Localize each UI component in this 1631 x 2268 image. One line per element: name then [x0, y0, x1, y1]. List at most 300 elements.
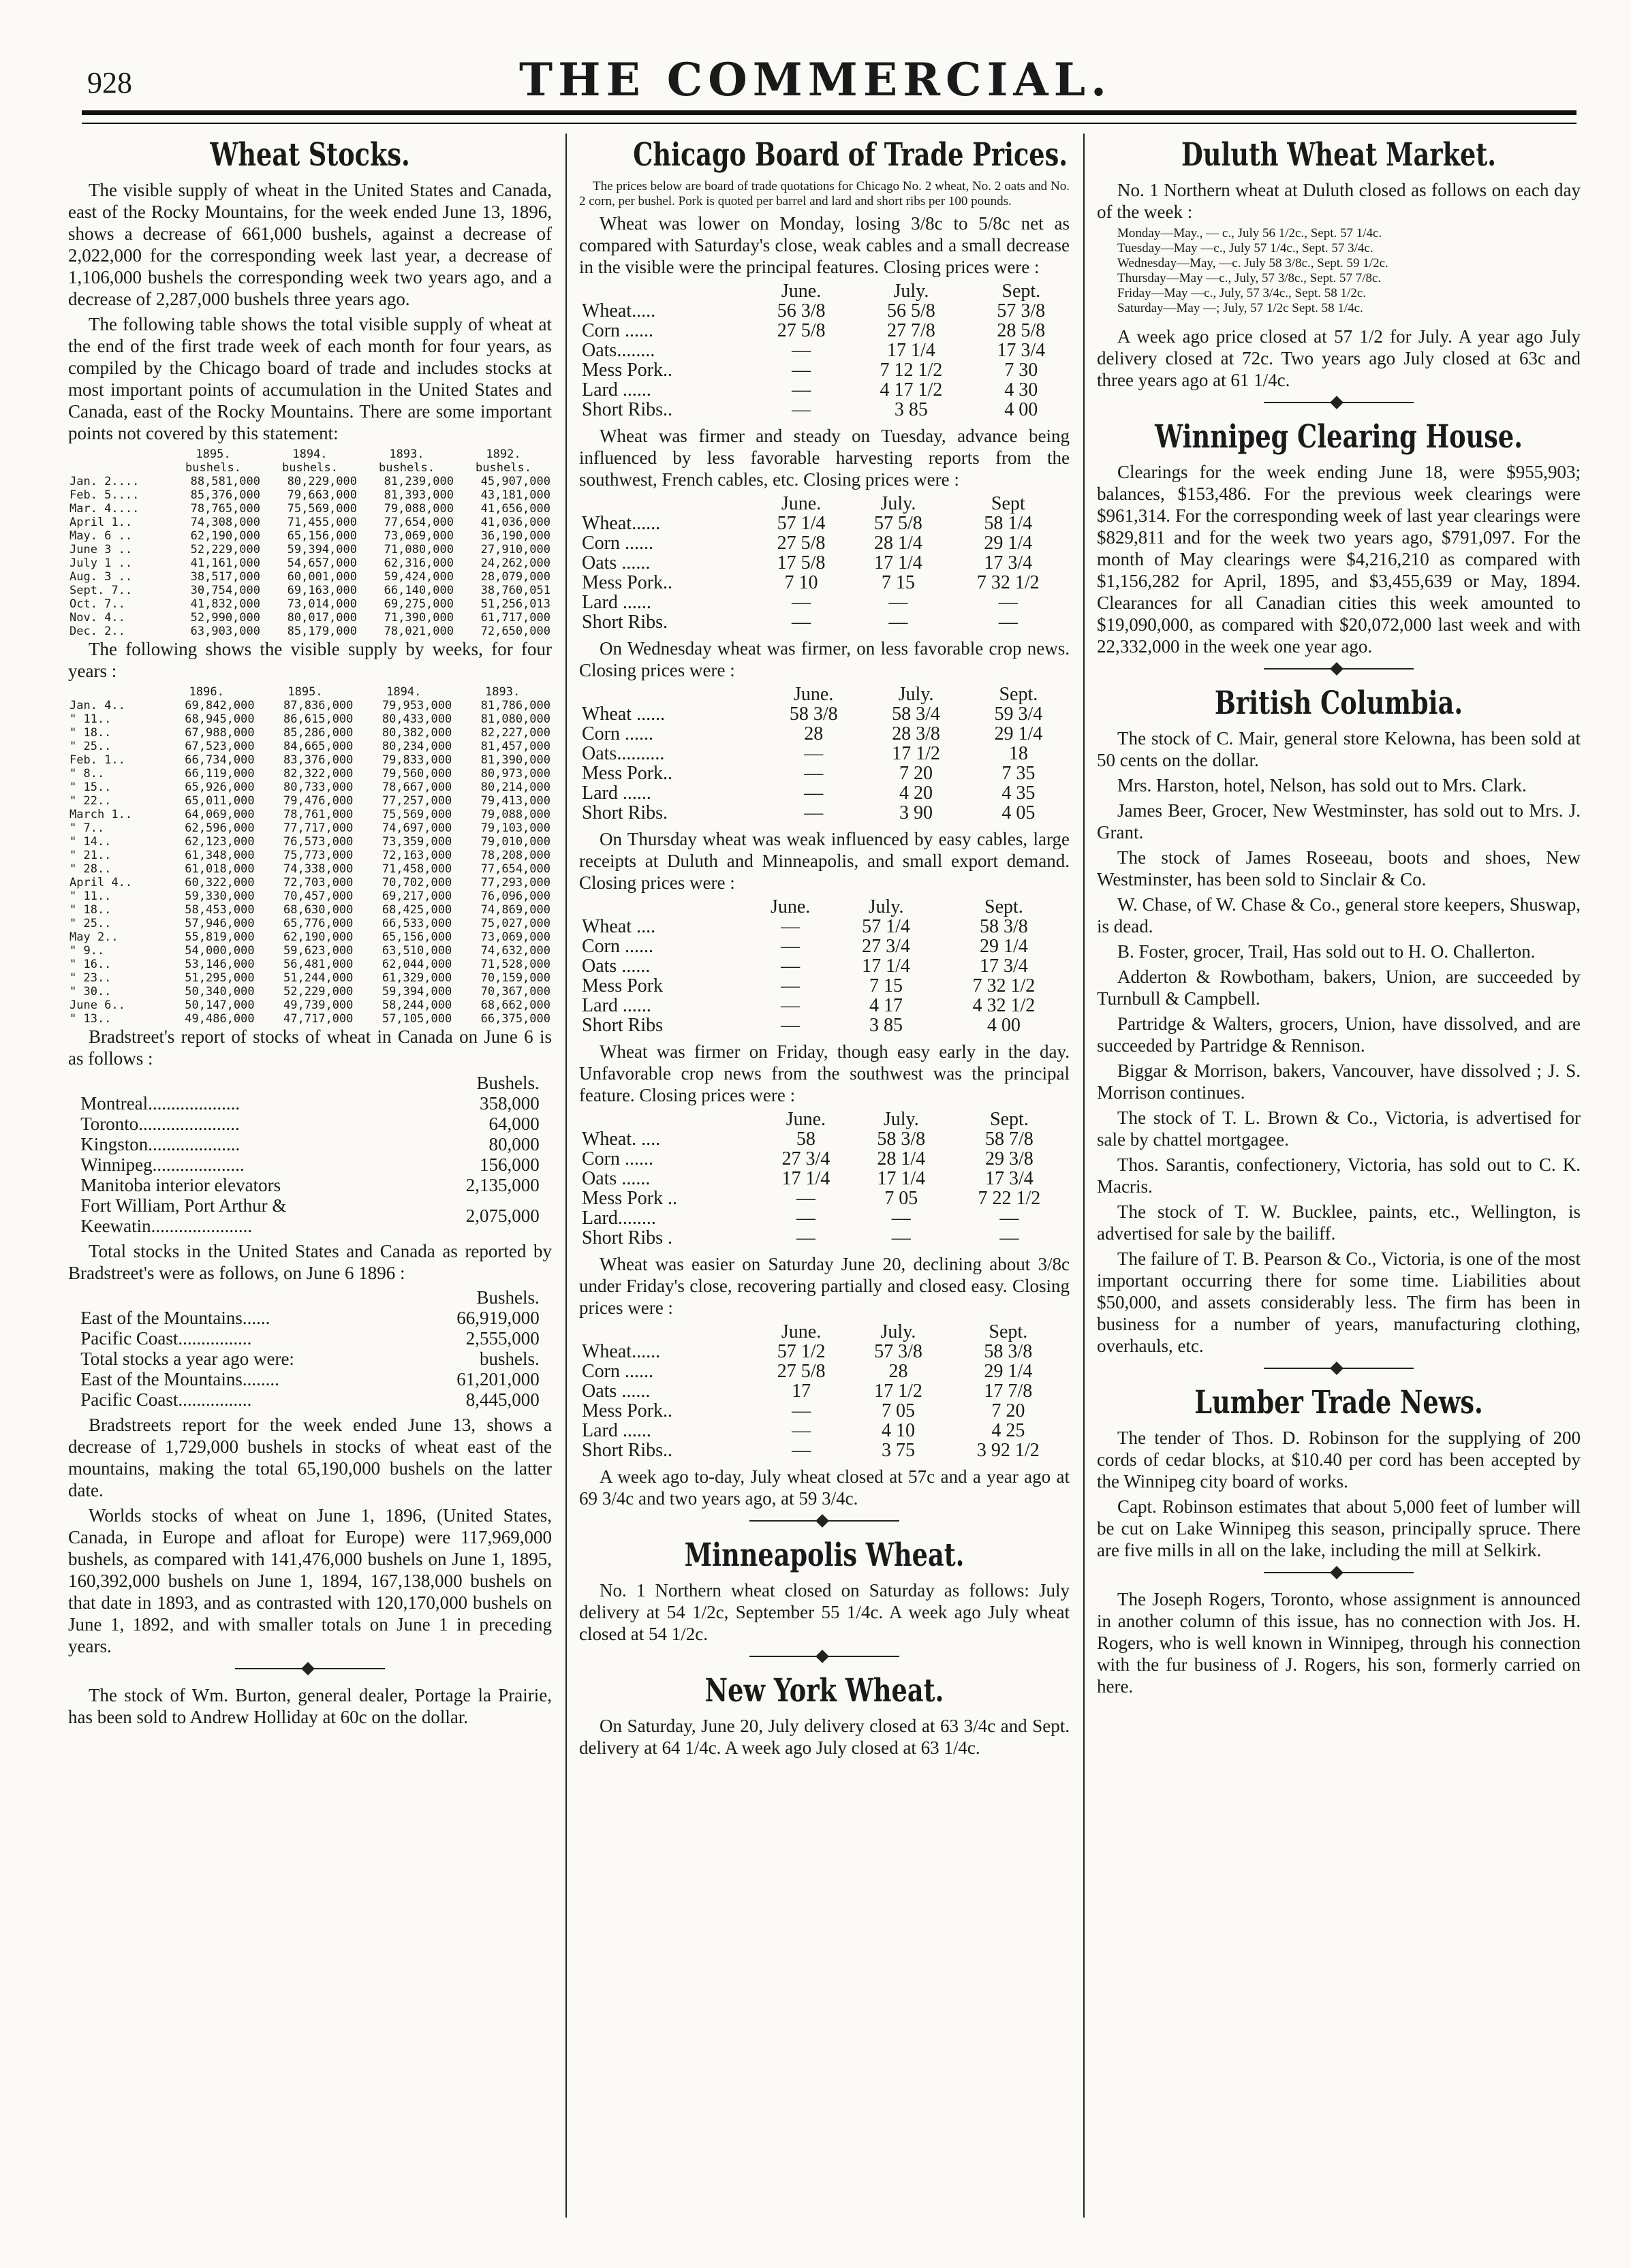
price-col-header: June.: [770, 896, 811, 917]
row-value: 4 25: [991, 1420, 1025, 1441]
row-value: 69,217,000: [382, 889, 452, 903]
bushels-header: Bushels.: [476, 1073, 540, 1093]
row-label: East of the Mountains......: [80, 1308, 270, 1328]
bushels-header: Bushels.: [476, 1287, 540, 1308]
row-value: —: [891, 1208, 911, 1229]
row-value: 7 30: [1004, 360, 1038, 381]
row-value: 62,190,000: [190, 529, 260, 543]
winnipeg-text: Clearings for the week ending June 18, were $955,903; balances, $153,486. For the previous week clearings were $961,314. For the corresponding week of last year clearings were $829,811 and for the week two years ago, $791,097. For the month of May clearings were $4,216,210 as compared with $1,156,282 for April, 1895, and $3,455,639 or May, 1894. Clearances for all Canadian cities this week amounted to $19,090,000, as compared with $20,072,000 last week and with 22,332,000 in the week one year ago.: [1097, 462, 1581, 657]
row-label: " 11..: [69, 712, 112, 726]
wheat-stocks-p4: Bradstreet's report of stocks of wheat in Canada on June 6 is as follows :: [68, 1026, 552, 1069]
table-row: [68, 488, 552, 502]
row-value: —: [781, 936, 801, 957]
row-value: 54,000,000: [185, 944, 255, 958]
row-value: 72,163,000: [382, 849, 452, 862]
monthly-supply-table: [68, 447, 552, 638]
row-value: 84,665,000: [283, 740, 354, 753]
row-value: 56 5/8: [887, 300, 935, 321]
row-value: 79,953,000: [382, 699, 452, 712]
weekly-table-body: [68, 699, 552, 1026]
row-label: Toronto......................: [80, 1114, 240, 1134]
row-label: Jan. 4..: [69, 699, 125, 712]
price-row: [579, 763, 1070, 783]
row-value: 80,017,000: [287, 611, 357, 625]
row-value: 63,510,000: [382, 944, 452, 958]
chicago-closing: A week ago to-day, July wheat closed at 57c and a year ago at 69 3/4c and two years ago, at 59 3/4c.: [579, 1466, 1070, 1509]
row-label: July 1 ..: [69, 556, 133, 570]
row-label: Aug. 3 ..: [69, 570, 133, 584]
saturday-prices-table: [579, 1322, 1070, 1460]
price-row: [579, 1169, 1070, 1188]
row-value: —: [796, 1188, 816, 1209]
canada-stocks-table: [78, 1073, 542, 1236]
price-row: [579, 783, 1070, 803]
row-value: 79,103,000: [480, 821, 550, 835]
row-value: 58,453,000: [185, 903, 255, 917]
row-label: Nov. 4..: [69, 611, 125, 625]
row-value: 51,244,000: [283, 971, 354, 985]
section-separator: [1264, 668, 1414, 672]
row-label: Fort William, Port Arthur & Keewatin......................: [80, 1195, 287, 1236]
table-row: [68, 985, 552, 998]
price-row: [579, 1208, 1070, 1228]
row-value: —: [792, 1440, 811, 1461]
row-label: April 4..: [69, 876, 133, 889]
row-value: 82,227,000: [480, 726, 550, 740]
table-row: [78, 1389, 542, 1410]
table-row: [68, 584, 552, 597]
list-item: Monday—May., — c., July 56 1/2c., Sept. 57 1/4c.: [1117, 226, 1382, 240]
row-value: 7 20: [899, 763, 933, 784]
table-row: [78, 1175, 542, 1195]
row-value: —: [888, 612, 908, 633]
section-separator: [749, 1520, 899, 1524]
row-label: Wheat ....: [582, 916, 656, 937]
row-value: 71,455,000: [287, 516, 357, 529]
row-value: —: [781, 975, 801, 996]
row-value: 4 10: [881, 1420, 915, 1441]
table-row: [68, 726, 552, 740]
price-row: [579, 1401, 1070, 1421]
table-row: [68, 570, 552, 584]
row-value: 57 1/4: [777, 513, 826, 534]
chicago-saturday: Wheat was easier on Saturday June 20, declining about 3/8c under Friday's close, recovering partially and closed easy. Closing prices were :: [579, 1254, 1070, 1318]
row-label: Lard........: [582, 1208, 656, 1229]
price-row: [579, 936, 1070, 956]
row-value: 69,163,000: [287, 584, 357, 597]
tuesday-prices-table: [579, 494, 1070, 632]
bc-notice: The failure of T. B. Pearson & Co., Victoria, is one of the most important occurring there for some time. Liabilities about $50,000, and assets considerably less. The firm has been in business for a number of years, manufacturing clothing, overhauls, etc.: [1097, 1248, 1581, 1356]
row-label: Short Ribs.: [582, 802, 668, 823]
row-value: 59,330,000: [185, 889, 255, 903]
row-label: Oats ......: [582, 956, 651, 977]
year-col: 1892.: [486, 447, 521, 461]
unit-col: bushels.: [379, 461, 435, 475]
price-row: [579, 917, 1070, 936]
row-value: —: [804, 783, 824, 804]
table-row: [68, 903, 552, 917]
monday-prices-table: [579, 281, 1070, 420]
row-value: 36,190,000: [480, 529, 550, 543]
row-label: " 25..: [69, 917, 112, 930]
minneapolis-heading: Minneapolis Wheat.: [684, 1537, 965, 1574]
row-value: 17 3/4: [997, 340, 1046, 361]
row-value: 80,433,000: [382, 712, 452, 726]
row-label: Pacific Coast................: [80, 1328, 252, 1349]
row-value: 7 15: [881, 572, 915, 593]
row-value: —: [888, 592, 908, 613]
table-row: [68, 516, 552, 529]
section-separator: [1264, 402, 1414, 406]
row-value: 62,190,000: [283, 930, 354, 944]
table-row: [68, 958, 552, 971]
bc-notice: The stock of James Roseeau, boots and shoes, New Westminster, has been sold to Sinclair & Co.: [1097, 847, 1581, 889]
row-label: Short Ribs .: [582, 1227, 673, 1248]
bc-notice: W. Chase, of W. Chase & Co., general store keepers, Shuswap, is dead.: [1097, 894, 1581, 936]
price-col-header: June.: [781, 493, 822, 514]
table-row: [68, 971, 552, 985]
row-label: " 15..: [69, 781, 112, 794]
chicago-friday: Wheat was firmer on Friday, though easy early in the day. Unfavorable crop news from the southwest was the principal feature. Closing prices were :: [579, 1041, 1070, 1105]
row-value: 79,413,000: [480, 794, 550, 808]
row-value: 51,256,013: [480, 597, 550, 611]
newyork-heading: New York Wheat.: [704, 1672, 944, 1710]
row-label: Corn ......: [582, 1148, 653, 1169]
row-label: Manitoba interior elevators: [80, 1175, 281, 1195]
row-value: 17 1/4: [781, 1168, 830, 1189]
table-row: [78, 1093, 542, 1114]
weekly-supply-table: [68, 685, 552, 1026]
row-value: 62,596,000: [185, 821, 255, 835]
table-row: [68, 808, 552, 821]
row-value: 64,000: [488, 1114, 540, 1134]
row-value: 17 7/8: [984, 1381, 1033, 1402]
row-value: 57 3/8: [997, 300, 1046, 321]
row-value: —: [998, 612, 1018, 633]
row-value: 28: [888, 1361, 908, 1382]
newyork-text: On Saturday, June 20, July delivery closed at 63 3/4c and Sept. delivery at 64 1/4c. A week ago July closed at 63 1/4c.: [579, 1716, 1070, 1758]
price-col-header: June.: [786, 1109, 826, 1130]
row-value: 80,229,000: [287, 475, 357, 488]
price-col-header: July.: [893, 281, 929, 302]
row-label: " 13..: [69, 1012, 112, 1026]
row-value: 73,069,000: [480, 930, 550, 944]
duluth-p2: A week ago price closed at 57 1/2 for July. A year ago July delivery closed at 72c. Two years ago July closed at 63c and three years ago at 61 1/4c.: [1097, 326, 1581, 390]
row-value: 28 5/8: [997, 320, 1046, 341]
row-value: 73,359,000: [382, 835, 452, 849]
year-col: 1894.: [386, 685, 422, 699]
price-row: [579, 724, 1070, 744]
section-separator: [1264, 1572, 1414, 1576]
row-value: —: [781, 1015, 801, 1036]
row-value: 72,703,000: [283, 876, 354, 889]
row-value: 74,632,000: [480, 944, 550, 958]
table-row: [68, 556, 552, 570]
price-col-header: July.: [880, 1321, 916, 1342]
lumber-p3: The Joseph Rogers, Toronto, whose assignment is announced in another column of this issue, has no connection with Jos. H. Rogers, who is well known in Winnipeg, through his connection with the fur business of J. Rogers, his son, formerly carried on here.: [1097, 1589, 1581, 1697]
row-value: 81,390,000: [480, 753, 550, 767]
row-value: 66,734,000: [185, 753, 255, 767]
row-value: 27 3/4: [781, 1148, 830, 1169]
bc-notice: Thos. Sarantis, confectionery, Victoria, has sold out to C. K. Macris.: [1097, 1154, 1581, 1197]
row-label: May 2..: [69, 930, 119, 944]
row-value: 52,990,000: [190, 611, 260, 625]
row-value: 54,657,000: [287, 556, 357, 570]
price-row: [579, 360, 1070, 380]
price-row: [579, 1228, 1070, 1248]
row-value: 57 5/8: [874, 513, 922, 534]
row-value: 70,702,000: [382, 876, 452, 889]
price-row: [579, 976, 1070, 996]
row-value: 74,308,000: [190, 516, 260, 529]
price-row: [579, 341, 1070, 360]
table-row: [68, 781, 552, 794]
bc-notice: Adderton & Rowbotham, bakers, Union, are succeeded by Turnbull & Campbell.: [1097, 966, 1581, 1009]
row-label: March 1..: [69, 808, 133, 821]
lumber-p2: Capt. Robinson estimates that about 5,000 feet of lumber will be cut on Lake Winnipeg this season, principally spruce. There are five mills in all on the lake, including the mill at Selkirk.: [1097, 1496, 1581, 1560]
row-label: Wheat......: [582, 513, 661, 534]
row-label: Corn ......: [582, 1361, 653, 1382]
row-value: 80,382,000: [382, 726, 452, 740]
row-value: 2,135,000: [465, 1175, 540, 1195]
wheat-stocks-p7: Worlds stocks of wheat on June 1, 1896, (United States, Canada, in Europe and afloat for Europe) were 117,969,000 bushels, as compared with 141,476,000 bushels on June 1, 1895, 160,392,000 bushels on June 1, 1894, 167,138,000 bushels on that date in 1893, and as contrasted with 120,170,000 bushels on June 1, 1892, and with smaller totals on June 1 in preceding years.: [68, 1505, 552, 1656]
price-row: [579, 514, 1070, 533]
row-value: 66,919,000: [456, 1308, 540, 1328]
column-divider-1: [565, 133, 567, 2218]
table-row: [68, 502, 552, 516]
row-value: 61,201,000: [456, 1369, 540, 1389]
row-value: —: [792, 612, 811, 633]
row-value: 65,776,000: [283, 917, 354, 930]
row-value: 58 3/8: [877, 1129, 926, 1150]
masthead-rule-thin: [82, 123, 1576, 124]
row-value: —: [792, 340, 811, 361]
row-label: Sept. 7..: [69, 584, 133, 597]
year-col: 1894.: [292, 447, 328, 461]
price-col-header: July.: [883, 1109, 919, 1130]
price-col-header: Sept.: [989, 1321, 1028, 1342]
row-label: East of the Mountains........: [80, 1369, 279, 1389]
table-row: [68, 529, 552, 543]
column-3: [1097, 133, 1581, 2231]
year-col: 1896.: [189, 685, 224, 699]
row-value: 73,014,000: [287, 597, 357, 611]
table-row: [68, 611, 552, 625]
row-value: —: [998, 592, 1018, 613]
row-label: Lard ......: [582, 783, 651, 804]
row-value: 65,156,000: [382, 930, 452, 944]
table-row: [68, 917, 552, 930]
masthead-rule-thick: [82, 110, 1576, 115]
price-col-header: Sept.: [989, 1109, 1029, 1130]
row-value: —: [792, 399, 811, 420]
row-value: 76,096,000: [480, 889, 550, 903]
row-value: 4 00: [1004, 399, 1038, 420]
row-label: " 16..: [69, 958, 112, 971]
row-label: " 21..: [69, 849, 112, 862]
row-value: 7 05: [884, 1188, 918, 1209]
row-value: 28 1/4: [877, 1148, 926, 1169]
row-label: Feb. 5....: [69, 488, 140, 502]
row-value: 17 1/4: [862, 956, 910, 977]
row-label: " 22..: [69, 794, 112, 808]
winnipeg-heading: Winnipeg Clearing House.: [1154, 418, 1523, 456]
row-value: 68,945,000: [185, 712, 255, 726]
row-value: 7 10: [784, 572, 818, 593]
row-value: 83,376,000: [283, 753, 354, 767]
row-value: —: [792, 592, 811, 613]
row-value: 67,523,000: [185, 740, 255, 753]
row-value: 79,088,000: [384, 502, 454, 516]
table-row: [68, 699, 552, 712]
row-value: —: [804, 763, 824, 784]
price-col-header: Sept.: [1001, 281, 1041, 302]
list-item: Tuesday—May —c., July 57 1/4c., Sept. 57 3/4c.: [1117, 241, 1373, 255]
row-value: 58 3/8: [789, 704, 838, 725]
row-value: 4 20: [899, 783, 933, 804]
price-row: [579, 301, 1070, 321]
price-row: [579, 573, 1070, 593]
minneapolis-text: No. 1 Northern wheat closed on Saturday as follows: July delivery at 54 1/2c, September 55 1/4c. A week ago July wheat closed at 54 1/2c.: [579, 1580, 1070, 1644]
row-value: 17 5/8: [777, 552, 826, 573]
row-value: 73,069,000: [384, 529, 454, 543]
price-col-header: Sept: [991, 493, 1025, 514]
table-row: [68, 712, 552, 726]
row-value: 56,481,000: [283, 958, 354, 971]
price-row: [579, 553, 1070, 573]
row-value: 52,229,000: [283, 985, 354, 998]
row-label: " 25..: [69, 740, 112, 753]
row-value: 81,457,000: [480, 740, 550, 753]
row-value: 79,476,000: [283, 794, 354, 808]
price-col-header: July.: [898, 684, 934, 705]
row-value: 74,869,000: [480, 903, 550, 917]
row-value: 86,615,000: [283, 712, 354, 726]
row-value: 358,000: [480, 1093, 540, 1114]
table-row: [68, 767, 552, 781]
row-label: Jan. 2....: [69, 475, 140, 488]
bc-notice: The stock of T. W. Bucklee, paints, etc., Wellington, is advertised for sale by the bailiff.: [1097, 1201, 1581, 1244]
row-label: " 28..: [69, 862, 112, 876]
row-label: " 18..: [69, 726, 112, 740]
row-value: 7 05: [881, 1400, 915, 1421]
row-value: bushels.: [480, 1349, 540, 1369]
bc-notice: Biggar & Morrison, bakers, Vancouver, have dissolved ; J. S. Morrison continues.: [1097, 1060, 1581, 1103]
row-value: 17 1/4: [877, 1168, 926, 1189]
row-value: 17 1/2: [892, 743, 940, 764]
row-value: 75,569,000: [382, 808, 452, 821]
wheat-stocks-p2: The following table shows the total visible supply of wheat at the end of the first trade week of each month for four years, as compiled by the Chicago board of trade and includes stocks at most important points of accumulation in the United States and Canada, east of the Rocky Mountains. There are some important points not covered by this statement:: [68, 314, 552, 443]
row-value: 17 3/4: [980, 956, 1028, 977]
row-label: Mess Pork: [582, 975, 664, 996]
row-label: Oats ......: [582, 1168, 651, 1189]
row-value: 3 90: [899, 802, 933, 823]
bc-notice: The stock of C. Mair, general store Kelowna, has been sold at 50 cents on the dollar.: [1097, 728, 1581, 770]
row-value: 50,340,000: [185, 985, 255, 998]
row-value: 57 3/8: [874, 1341, 922, 1362]
row-value: 3 75: [881, 1440, 915, 1461]
row-value: —: [781, 956, 801, 977]
row-value: 52,229,000: [190, 543, 260, 556]
row-value: 41,161,000: [190, 556, 260, 570]
duluth-p1: No. 1 Northern wheat at Duluth closed as follows on each day of the week :: [1097, 180, 1581, 222]
row-value: 7 12 1/2: [880, 360, 943, 381]
column-1: [68, 133, 552, 2231]
row-value: 81,239,000: [384, 475, 454, 488]
row-label: " 11..: [69, 889, 112, 903]
row-value: 2,555,000: [465, 1328, 540, 1349]
chicago-intro: The prices below are board of trade quotations for Chicago No. 2 wheat, No. 2 oats and No. 2 corn, per bushel. Pork is quoted per barrel and lard and short ribs per 100 pounds.: [579, 179, 1070, 208]
row-label: Mess Pork ..: [582, 1188, 678, 1209]
row-value: 3 85: [869, 1015, 903, 1036]
row-value: 7 35: [1001, 763, 1036, 784]
row-value: 66,375,000: [480, 1012, 550, 1026]
row-value: 65,011,000: [185, 794, 255, 808]
table-row: [78, 1195, 542, 1236]
year-col: 1893.: [389, 447, 424, 461]
row-value: 75,569,000: [287, 502, 357, 516]
row-value: 70,367,000: [480, 985, 550, 998]
row-value: 77,257,000: [382, 794, 452, 808]
row-label: Mess Pork..: [582, 1400, 673, 1421]
row-value: 17 3/4: [984, 1168, 1034, 1189]
row-value: 17 1/2: [874, 1381, 922, 1402]
row-value: 4 32 1/2: [972, 995, 1036, 1016]
row-label: Corn ......: [582, 723, 653, 744]
chicago-tuesday: Wheat was firmer and steady on Tuesday, advance being influenced by less favorable harvesting reports from the southwest, French cables, etc. Closing prices were :: [579, 426, 1070, 490]
row-value: 29 3/8: [984, 1148, 1034, 1169]
row-value: 68,662,000: [480, 998, 550, 1012]
row-value: 80,973,000: [480, 767, 550, 781]
chicago-heading: Chicago Board of Trade Prices.: [633, 136, 1068, 174]
row-label: Wheat ......: [582, 704, 666, 725]
row-value: 27 5/8: [777, 320, 826, 341]
row-value: —: [792, 1400, 811, 1421]
row-value: 58 3/4: [892, 704, 940, 725]
row-value: 24,262,000: [480, 556, 550, 570]
row-label: Wheat. ....: [582, 1129, 661, 1150]
row-label: Winnipeg....................: [80, 1154, 245, 1175]
row-value: 3 92 1/2: [976, 1440, 1040, 1461]
row-value: 62,316,000: [384, 556, 454, 570]
bc-notice: James Beer, Grocer, New Westminster, has sold out to Mrs. J. Grant.: [1097, 800, 1581, 842]
row-label: June 3 ..: [69, 543, 133, 556]
row-value: 78,761,000: [283, 808, 354, 821]
price-row: [579, 803, 1070, 823]
row-value: 79,010,000: [480, 835, 550, 849]
row-value: —: [796, 1227, 816, 1248]
row-value: 59,424,000: [384, 570, 454, 584]
row-value: 78,021,000: [384, 625, 454, 638]
row-label: Wheat......: [582, 1341, 661, 1362]
table-row: [68, 475, 552, 488]
row-value: 60,322,000: [185, 876, 255, 889]
row-value: 58 1/4: [984, 513, 1033, 534]
price-row: [579, 956, 1070, 976]
price-row: [579, 1421, 1070, 1440]
row-label: Corn ......: [582, 533, 653, 554]
list-item: Saturday—May —; July, 57 1/2c Sept. 58 1/4c.: [1117, 301, 1363, 315]
us-stocks-table: [78, 1287, 542, 1410]
row-value: 80,000: [488, 1134, 540, 1154]
row-label: Lard ......: [582, 379, 651, 400]
price-row: [579, 1129, 1070, 1149]
row-value: 61,018,000: [185, 862, 255, 876]
monthly-units-row: [68, 461, 552, 475]
row-value: 80,214,000: [480, 781, 550, 794]
row-value: 64,069,000: [185, 808, 255, 821]
price-row: [579, 612, 1070, 632]
